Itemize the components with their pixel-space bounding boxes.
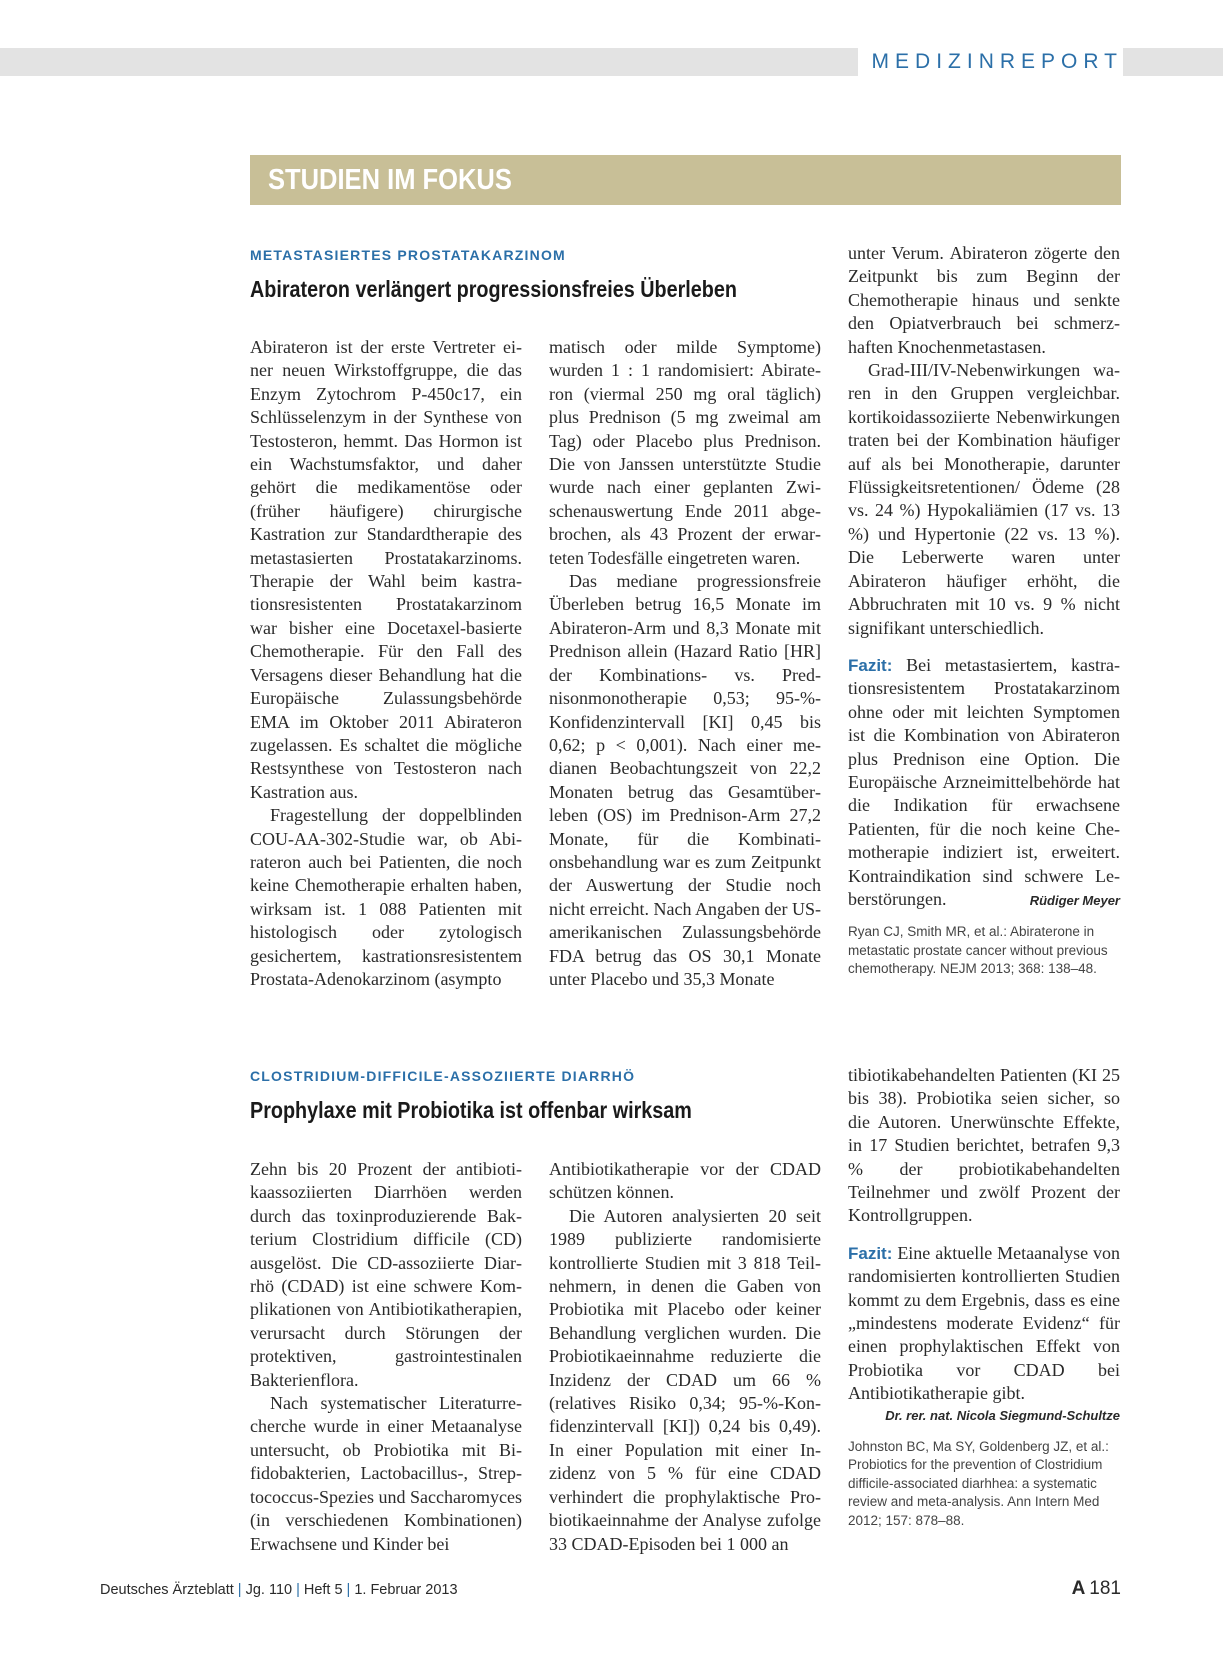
article2-col2-paragraph-1: Antibiotikatherapie vor der CDAD schützen können. <box>549 1159 821 1203</box>
page-number <box>1072 1578 1121 1600</box>
page-number-value: 181 <box>1089 1578 1121 1599</box>
article1-column-1 <box>250 336 522 991</box>
article1-fazit-label: Fazit: <box>848 655 893 675</box>
article2-fazit-text: Eine aktuelle Metaanalyse von randomisierten kontrollierten Studien kommt zu dem Ergebnis, dass es eine „mindestens moderate Evidenz“ für einen prophylaktischen Effekt von Probiotika vor CDAD bei Antibiotikatherapie gibt. <box>848 1242 1120 1404</box>
footer-journal: Deutsches Ärzteblatt <box>100 1582 234 1598</box>
article1-column-3 <box>848 242 1120 979</box>
article2-col2-paragraph-2: Die Autoren analysierten 20 seit 1989 publizierte randomisierte kontrollierte Studien mit 3 818 Teilnehmern, in denen die Gaben von Probiotika mit Placebo oder keiner Behandlung verglichen wurden. Die Probiotikaeinnahme reduzierte die Inzidenz der CDAD um 66 % (relatives Risiko 0,34; 95-%-Konfidenzintervall [KI]) 0,24 bis 0,49). In einer Population mit einer Inzidenz von 5 % für eine CDAD verhindert die prophylaktische Probiotikaeinnahme der Analyse zufolge 33 CDAD-Episoden bei 1 000 an <box>549 1205 821 1554</box>
article1-col2-paragraph-1: matisch oder milde Symptome) wurden 1 : 1 randomisiert: Abirateron (viermal 250 mg oral täglich) plus Prednison (5 mg zweimal am Tag) oder Placebo plus Prednison. Die von Janssen unterstützte Studie wurde nach einer geplanten Zwischenauswertung Ende 2011 abgebrochen, als 43 Prozent der erwarteten Todesfälle eingetreten waren. <box>549 337 821 568</box>
footer-volume: Jg. 110 <box>245 1582 293 1598</box>
footer-separator: | <box>346 1582 351 1598</box>
section-label: MEDIZINREPORT <box>858 48 1123 76</box>
article2-col3-paragraph-1: tibiotikabehandelten Patienten (KI 25 bis 38). Probiotika seien sicher, so die Autoren. Unerwünschte Effekte, in 17 Studien berichtet, betrafen 9,3 % der probiotikabehandelten Teilnehmer und zwölf Prozent der Kontrollgruppen. <box>848 1065 1120 1226</box>
footer <box>100 1582 458 1598</box>
article2-column-2 <box>549 1158 821 1556</box>
banner-title: STUDIEN IM FOKUS <box>268 164 512 196</box>
article1-kicker: METASTASIERTES PROSTATAKARZINOM <box>250 247 566 263</box>
article1-fazit-text: Bei metastasiertem, kastrationsresistentem Prostatakarzinom ohne oder mit leichten Symptomen ist die Kombination von Abirateron plus Prednison eine Option. Die Europäische Arzneimittelbehörde hat die Indikation für erwachsene Patienten, für die noch keine Chemotherapie indiziert ist, erweitert. Kontraindikation sind schwere Leberstörungen. <box>848 654 1120 909</box>
article1-col3-paragraph-1: unter Verum. Abirateron zögerte den Zeitpunkt bis zum Beginn der Chemotherapie hinaus und senkte den Opiatverbrauch bei schmerzhaften Knochenmetastasen. <box>848 243 1120 357</box>
footer-separator: | <box>296 1582 300 1598</box>
page-prefix: A <box>1071 1578 1086 1599</box>
article1-column-2 <box>549 336 821 991</box>
article1-col2-paragraph-2: Das mediane progressionsfreie Überleben betrug 16,5 Monate im Abirateron-Arm und 8,3 Monate mit Prednison allein (Hazard Ratio [HR] der Kombinations- vs. Prednisonmonotherapie 0,53; 95-%-Konfidenzintervall [KI] 0,45 bis 0,62; p < 0,001). Nach einer medianen Beobachtungszeit von 22,2 Monaten betrug das Gesamtüberleben (OS) im Prednison-Arm 27,2 Monate, für die Kombinationsbehandlung war es zum Zeitpunkt der Auswertung der Studie noch nicht erreicht. Nach Angaben der US-amerikanischen Zulassungsbehörde FDA betrug das OS 30,1 Monate unter Placebo und 35,3 Monate <box>549 571 821 989</box>
article1-author: Rüdiger Meyer <box>1029 892 1120 908</box>
article2-column-3 <box>848 1064 1120 1530</box>
article2-fazit <box>848 1242 1120 1406</box>
article2-column-1 <box>250 1158 522 1556</box>
footer-issue: Heft 5 <box>303 1582 343 1598</box>
article1-col3-paragraph-2: Grad-III/IV-Nebenwirkungen waren in den Gruppen vergleichbar. kortikoidassoziierte Nebenwirkungen traten bei der Kombination häufiger auf als bei Monotherapie, darunter Flüssigkeitsretentionen/ Ödeme (28 vs. 24 %) Hypokaliämien (17 vs. 13 %) und Hypertonie (22 vs. 13 %). Die Leberwerte waren unter Abirateron häufiger erhöht, die Abbruchraten mit 10 vs. 9 % nicht signifikant unterschiedlich. <box>848 360 1120 638</box>
footer-date: 1. Februar 2013 <box>354 1582 458 1598</box>
article1-col1-paragraph-2: Fragestellung der doppelblinden COU-AA-302-Studie war, ob Abirateron auch bei Patienten, die noch keine Chemotherapie erhalten haben, wirksam ist. 1 088 Patienten mit histologisch oder zytologisch gesichertem, kastrationsresistentem Prostata-Adenokarzinom (asympto <box>250 805 522 989</box>
banner <box>250 155 1121 205</box>
article2-fazit-label: Fazit: <box>848 1243 893 1263</box>
article2-reference: Johnston BC, Ma SY, Goldenberg JZ, et al.: Probiotics for the prevention of Clostridium difficile-associated diarhhea: a systematic review and meta-analysis. Ann Intern Med 2012; 157: 878–88. <box>848 1438 1109 1528</box>
footer-separator: | <box>237 1582 242 1598</box>
article1-col1-paragraph-1: Abirateron ist der erste Vertreter einer neuen Wirkstoffgruppe, die das Enzym Zytochrom P-450c17, ein Schlüsselenzym in der Synthese von Testosteron, hemmt. Das Hormon ist ein Wachstumsfaktor, und daher gehört die medikamentöse oder (früher häufigere) chirurgische Kastration zur Standardtherapie des metastasierten Prostatakarzinoms. Therapie der Wahl beim kastrationsresistenten Prostatakarzinom war bisher eine Docetaxel-basierte Chemotherapie. Für den Fall des Versagens dieser Behandlung hat die Europäische Zulassungsbehörde EMA im Oktober 2011 Abirateron zugelassen. Es schaltet die mögliche Restsynthese von Testosteron nach Kastration aus. <box>250 337 522 802</box>
article1-reference: Ryan CJ, Smith MR, et al.: Abiraterone in metastatic prostate cancer without previous chemotherapy. NEJM 2013; 368: 138–48. <box>848 924 1108 977</box>
article1-headline: Abirateron verlängert progressionsfreies Überleben <box>250 276 737 302</box>
article2-author: Dr. rer. nat. Nicola Siegmund-Schultze <box>885 1407 1120 1423</box>
article2-col1-paragraph-2: Nach systematischer Literaturrecherche wurde in einer Metaanalyse untersucht, ob Probiotika mit Bifidobakterien, Lactobacillus-, Streptococcus-Spezies und Saccharomyces (in verschiedenen Kombinationen) Erwachsene und Kinder bei <box>250 1393 522 1554</box>
article2-kicker: CLOSTRIDIUM-DIFFICILE-ASSOZIIERTE DIARRHÖ <box>250 1068 636 1084</box>
article1-fazit <box>848 654 1120 911</box>
article2-col1-paragraph-1: Zehn bis 20 Prozent der antibiotikaassoziierten Diarrhöen werden durch das toxinproduzierende Bakterium Clostridium difficile (CD) ausgelöst. Die CD-assoziierte Diarrhö (CDAD) ist eine schwere Komplikationen von Antibiotikatherapien, verursacht durch Störungen der protektiven, gastrointestinalen Bakterienflora. <box>250 1159 522 1390</box>
article2-headline: Prophylaxe mit Probiotika ist offenbar wirksam <box>250 1097 692 1123</box>
